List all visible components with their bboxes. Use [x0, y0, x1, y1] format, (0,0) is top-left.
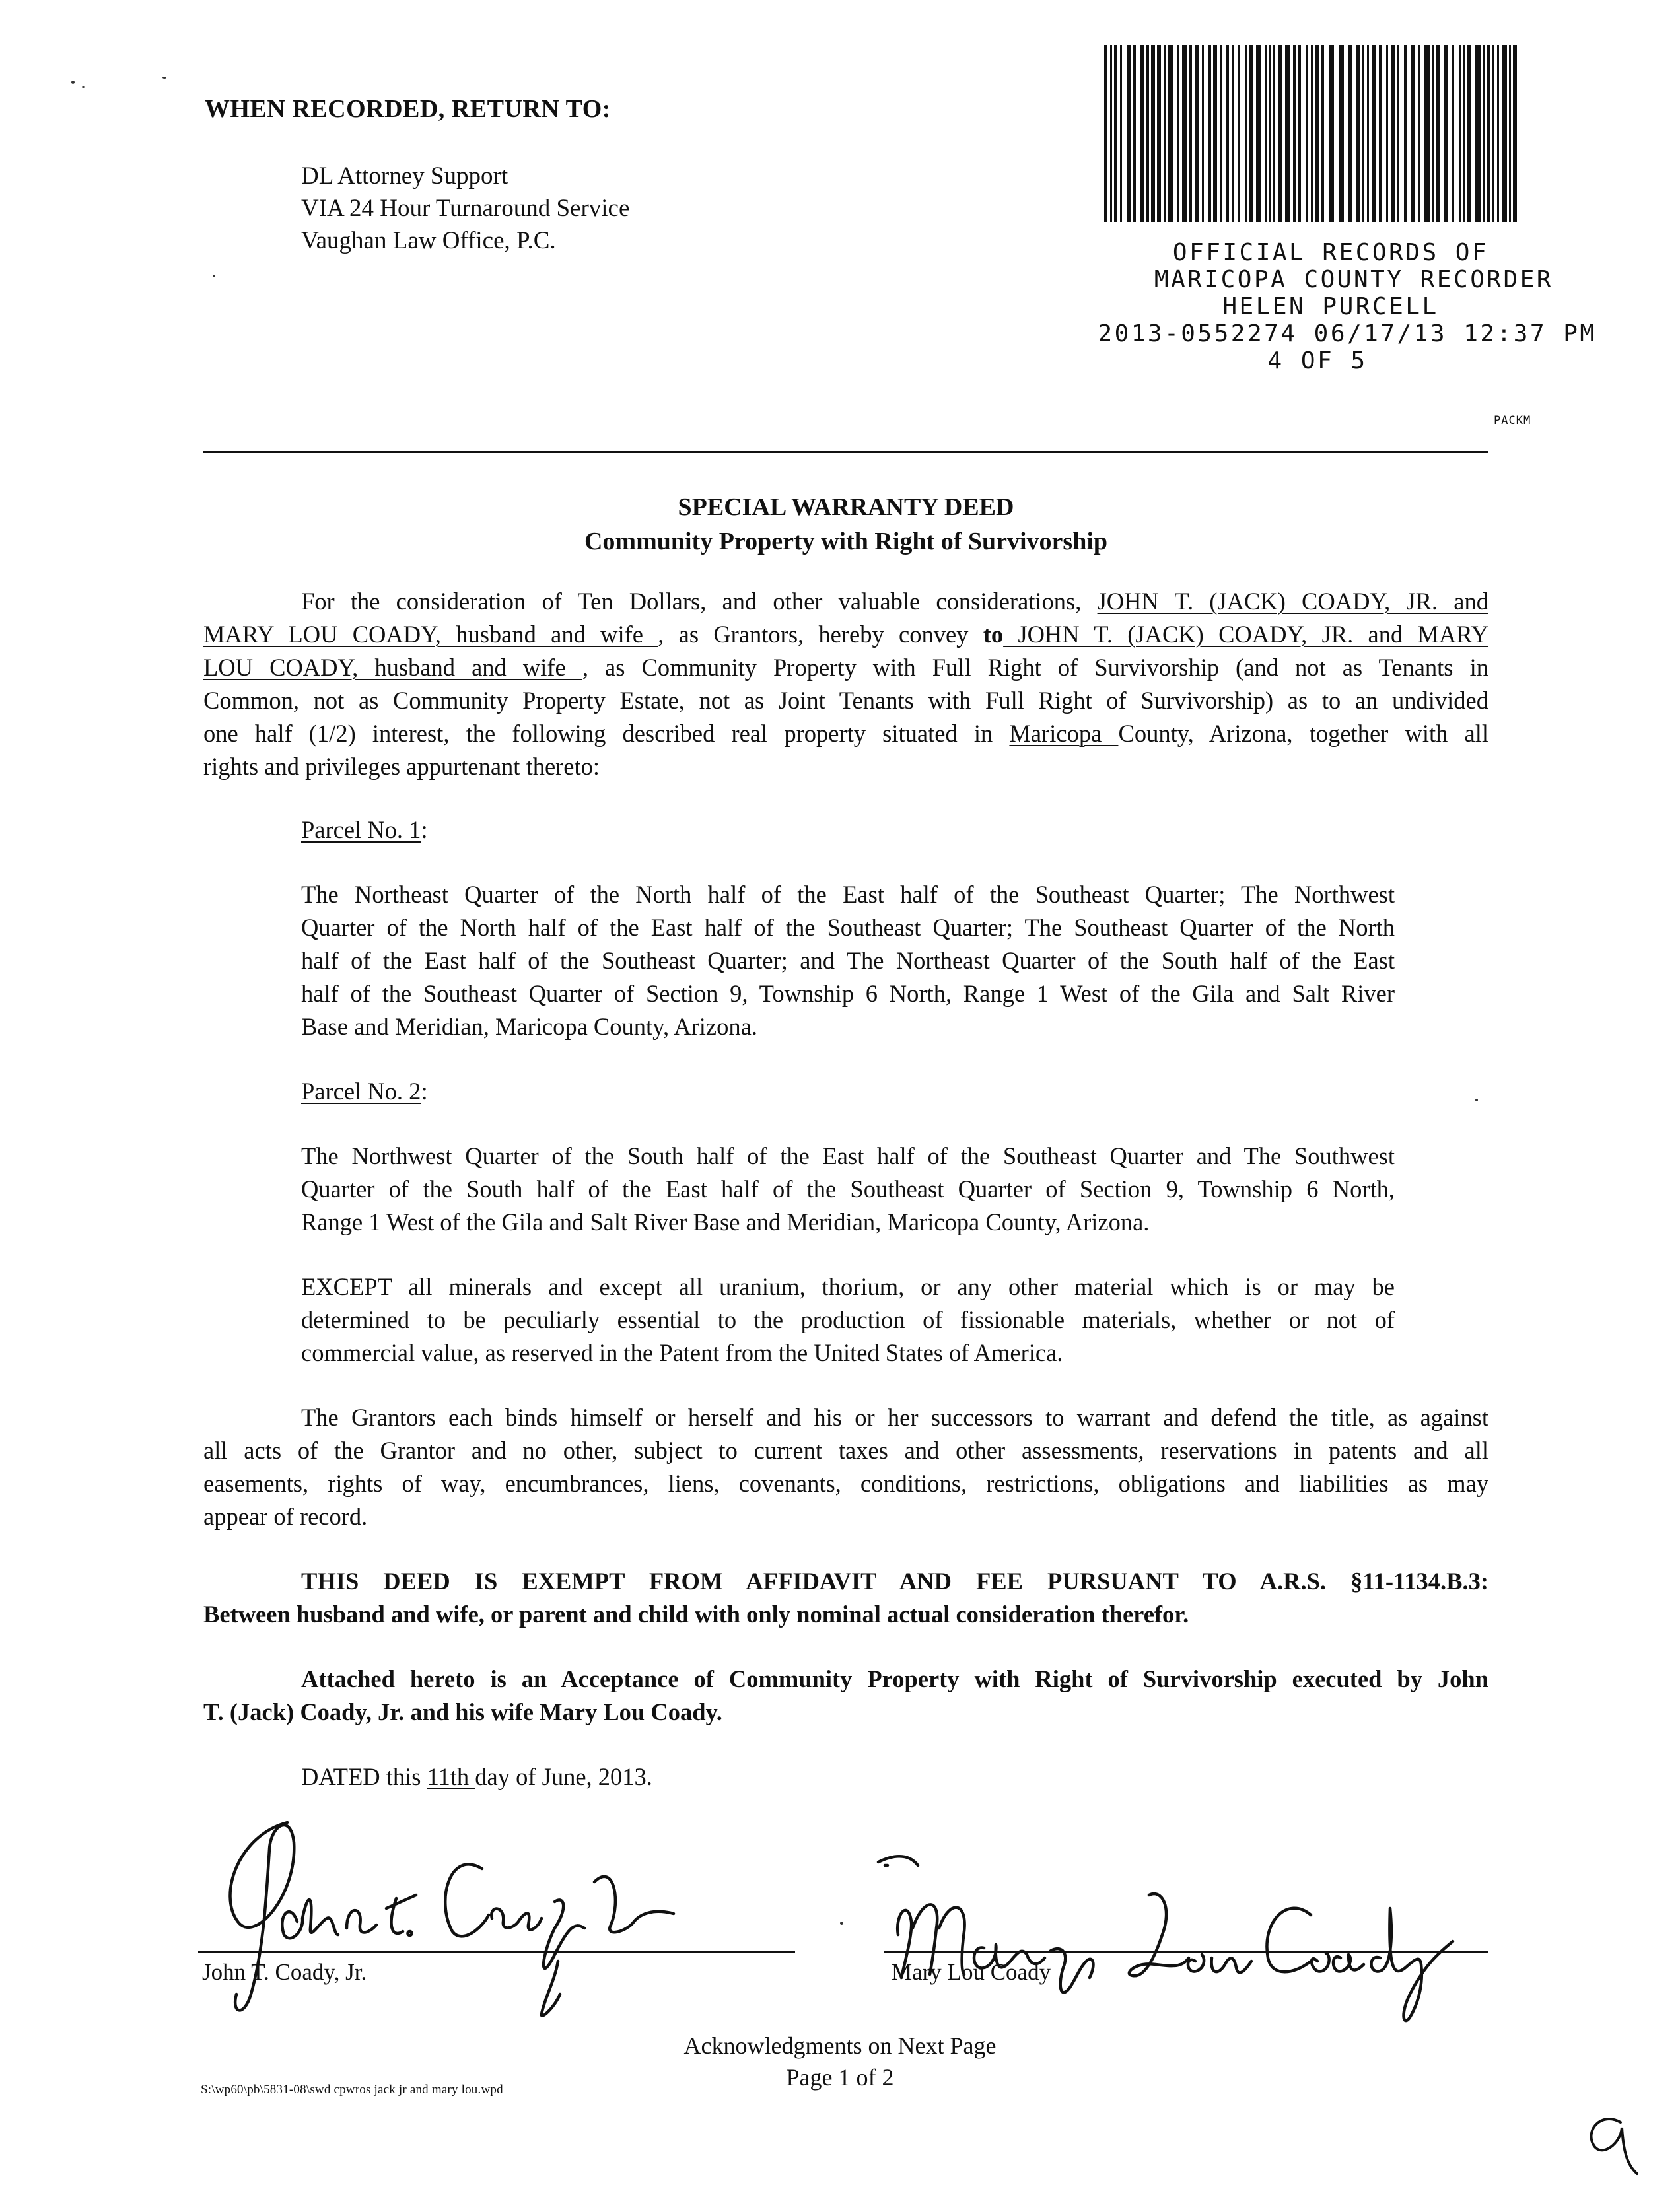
parcel-2-heading: Parcel No. 2: — [301, 1078, 428, 1105]
return-line: DL Attorney Support — [301, 162, 508, 190]
john-signer-name: John T. Coady, Jr. — [202, 1959, 367, 1985]
attachment-statement: Attached hereto is an Acceptance of Community Property with Right of Survivorship executed by John T. (Jack) Coady, Jr. and his wife Mary Lou Coady. — [203, 1665, 1488, 1725]
barcode-bar — [1164, 45, 1166, 222]
barcode-bar — [1436, 45, 1440, 222]
barcode-bar — [1348, 45, 1352, 222]
barcode-bar — [1391, 45, 1395, 222]
barcode-bar — [1114, 45, 1117, 222]
barcode-bar — [1321, 45, 1324, 222]
barcode-bar — [1157, 45, 1161, 222]
dated-line: DATED this 11th day of June, 2013. — [301, 1763, 652, 1790]
barcode-bar — [1208, 45, 1211, 222]
barcode-bar — [1424, 45, 1430, 222]
barcode-bar — [1120, 45, 1122, 222]
return-to-header: WHEN RECORDED, RETURN TO: — [205, 95, 611, 123]
barcode-bar — [1245, 45, 1247, 222]
barcode-bar — [1265, 45, 1267, 222]
mary-signature-line — [884, 1951, 1488, 1953]
barcode-bar — [1232, 45, 1234, 222]
barcode-bar — [1104, 45, 1107, 222]
barcode-bar — [1311, 45, 1313, 222]
barcode-bar — [1397, 45, 1399, 222]
barcode-bar — [1475, 45, 1481, 222]
barcode-bar — [1146, 45, 1149, 222]
handwritten-page-number — [1574, 2108, 1654, 2180]
acknowledgments-note: Acknowledgments on Next Page — [683, 2032, 997, 2059]
barcode-bar — [1140, 45, 1144, 222]
barcode-bar — [1497, 45, 1499, 222]
barcode-bar — [1202, 45, 1204, 222]
stamp-line: OFFICIAL RECORDS OF — [1172, 239, 1489, 266]
barcode-bar — [1220, 45, 1222, 222]
barcode-bar — [1452, 45, 1454, 222]
scan-speck — [840, 1922, 843, 1925]
barcode-bar — [1372, 45, 1376, 222]
scan-speck — [82, 86, 85, 88]
dated-day: 11th — [427, 1763, 475, 1790]
barcode-bar — [1238, 45, 1240, 222]
parcel-1-label: Parcel No. 1 — [301, 816, 421, 843]
scan-speck — [213, 275, 215, 277]
grantor-names: JOHN T. (JACK) COADY, JR. and — [1097, 588, 1488, 615]
barcode-bar — [1362, 45, 1364, 222]
barcode-bar — [1315, 45, 1319, 222]
mineral-exception: EXCEPT all minerals and except all uranium, thorium, or any other material which is or may be determined to be peculiarly essential to the production of fissionable materials, whether or not of commercial value, as reserved in the Patent from the United States of America. — [301, 1273, 1395, 1366]
mary-signer-name: Mary Lou Coady — [892, 1959, 1051, 1985]
parcel-2-description: The Northwest Quarter of the South half of the East half of the Southeast Quarter and The Southwest Quarter of the South half of the East half of the Southeast Quarter of Section 9, Township 6 North, Range 1 West of the Gila and Salt River Base and Meridian, Maricopa County, Arizona. — [301, 1142, 1395, 1235]
barcode-bar — [1182, 45, 1187, 222]
recording-barcode — [1104, 45, 1519, 222]
grantor-names-cont: MARY LOU COADY, husband and wife — [203, 621, 658, 648]
barcode-bar — [1298, 45, 1301, 222]
deed-title — [203, 490, 1488, 559]
stamp-line: 2013-0552274 06/17/13 12:37 PM — [1098, 320, 1597, 347]
exemption-statement: THIS DEED IS EXEMPT FROM AFFIDAVIT AND FEE PURSUANT TO A.R.S. §11-1134.B.3: Between husband and wife, or parent and child with only nominal actual consideration therefor. — [203, 1568, 1488, 1628]
barcode-bar — [1278, 45, 1282, 222]
john-signature-line — [198, 1951, 795, 1953]
parcel-1-heading: Parcel No. 1: — [301, 816, 428, 843]
barcode-bar — [1339, 45, 1344, 222]
barcode-bar — [1513, 45, 1517, 222]
barcode-bar — [1411, 45, 1415, 222]
barcode-bar — [1367, 45, 1369, 222]
barcode-bar — [1168, 45, 1173, 222]
recording-stamp — [1050, 239, 1611, 374]
barcode-bar — [1444, 45, 1448, 222]
return-line: VIA 24 Hour Turnaround Service — [301, 195, 630, 222]
scan-speck — [71, 81, 75, 84]
barcode-bar — [1492, 45, 1494, 222]
barcode-bar — [1213, 45, 1217, 222]
barcode-bar — [1483, 45, 1485, 222]
barcode-bar — [1273, 45, 1275, 222]
page-number: Page 1 of 2 — [786, 2064, 894, 2091]
barcode-bar — [1195, 45, 1199, 222]
file-path: S:\wp60\pb\5831-08\swd cpwros jack jr and mary lou.wpd — [201, 2083, 503, 2097]
barcode-bar — [1404, 45, 1407, 222]
barcode-bar — [1249, 45, 1253, 222]
barcode-bar — [1329, 45, 1334, 222]
barcode-bar — [1386, 45, 1388, 222]
barcode-bar — [1418, 45, 1420, 222]
stamp-line: 4 OF 5 — [1267, 347, 1368, 374]
scan-speck — [1475, 1099, 1478, 1101]
grantee-names: JOHN T. (JACK) COADY, JR. and MARY — [1003, 621, 1489, 648]
barcode-bar — [1306, 45, 1308, 222]
barcode-bar — [1487, 45, 1490, 222]
return-line: Vaughan Law Office, P.C. — [301, 227, 556, 254]
barcode-bar — [1127, 45, 1131, 222]
scan-speck — [162, 77, 166, 79]
header-divider — [203, 451, 1488, 453]
barcode-bar — [1133, 45, 1136, 222]
john-coady-signature — [198, 1796, 713, 2034]
parcel-1-description: The Northeast Quarter of the North half of the East half of the Southeast Quarter; The Northwest Quarter of the North half of the East half of the Southeast Quarter; The Southeast Quarter of the North half of the East half of the Southeast Quarter; and The Northeast Quarter of the South half of the East half of the Southeast Quarter of Section 9, Township 6 North, Range 1 West of the Gila and Salt River Base and Meridian, Maricopa County, Arizona. — [301, 881, 1395, 1040]
barcode-bar — [1356, 45, 1360, 222]
return-to-address — [301, 160, 629, 257]
barcode-bar — [1432, 45, 1434, 222]
grantee-names-cont: LOU COADY, husband and wife — [203, 654, 582, 681]
barcode-bar — [1151, 45, 1155, 222]
stamp-line: MARICOPA COUNTY RECORDER — [1154, 266, 1554, 293]
consideration-paragraph: For the consideration of Ten Dollars, and other valuable considerations, JOHN T. (JACK) COADY, JR. and MARY LOU COADY, husband and wife , as Grantors, hereby convey to JOHN T. (JACK) COADY, JR. and MARY LOU COADY, husband and wife , as Community Property with Full Right of Survivorship (and not as Tenants in Common, not as Community Property Estate, not as Joint Tenants with Full Right of Survivorship) as to an undivided one half (1/2) interest, the following described real property situated in Maricopa County, Arizona, together with all rights and privileges appurtenant thereto: — [203, 588, 1489, 780]
barcode-bar — [1269, 45, 1271, 222]
barcode-bar — [1177, 45, 1179, 222]
barcode-bar — [1379, 45, 1382, 222]
mary-coady-signature — [872, 1836, 1466, 2034]
barcode-bar — [1110, 45, 1112, 222]
parcel-2-label: Parcel No. 2 — [301, 1078, 421, 1105]
barcode-bar — [1502, 45, 1507, 222]
barcode-bar — [1293, 45, 1296, 222]
barcode-bar — [1463, 45, 1465, 222]
title-sub: Community Property with Right of Survivorship — [584, 528, 1108, 555]
county-name: Maricopa — [1009, 720, 1119, 747]
stamp-reference: PACKM — [1494, 414, 1531, 427]
barcode-bar — [1226, 45, 1229, 222]
title-main: SPECIAL WARRANTY DEED — [678, 493, 1014, 521]
warranty-paragraph: The Grantors each binds himself or herself and his or her successors to warrant and defend the title, as against all acts of the Grantor and no other, subject to current taxes and other assessments, reservations in patents and all easements, rights of way, encumbrances, liens, covenants, conditions, restrictions, obligations and liabilities as may appear of record. — [203, 1404, 1488, 1530]
barcode-bar — [1459, 45, 1461, 222]
barcode-bar — [1467, 45, 1471, 222]
stamp-line: HELEN PURCELL — [1222, 293, 1439, 320]
barcode-bar — [1189, 45, 1192, 222]
barcode-bar — [1285, 45, 1290, 222]
barcode-bar — [1509, 45, 1511, 222]
barcode-bar — [1256, 45, 1261, 222]
